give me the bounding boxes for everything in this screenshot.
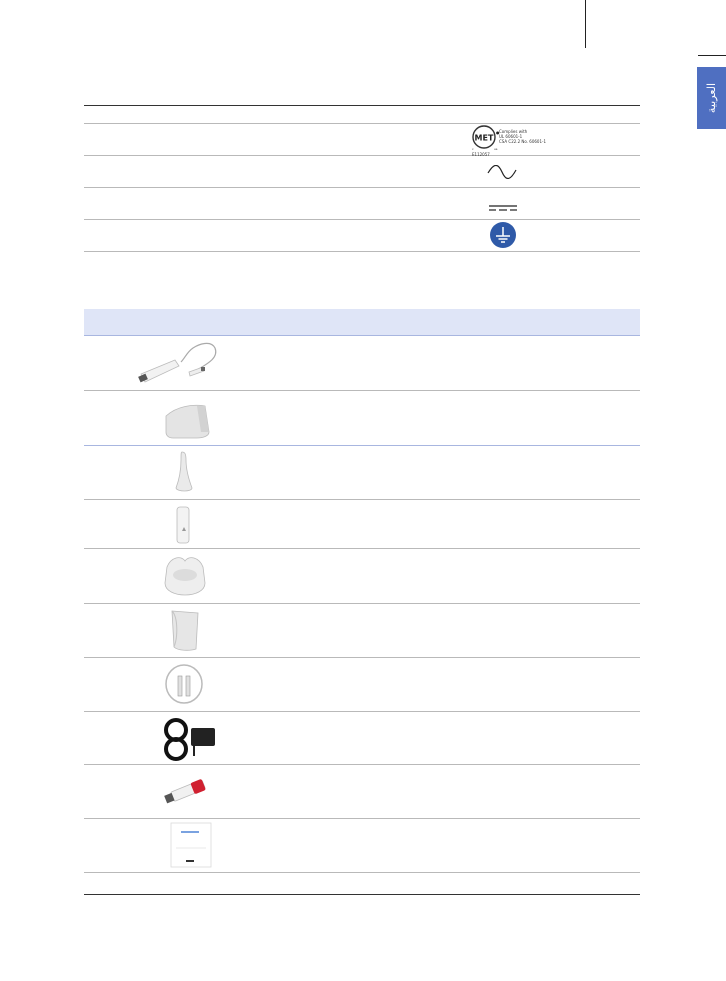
met-compliance-line: UL 60601-1: [499, 134, 523, 139]
table-row-divider: [84, 251, 640, 252]
table-row-divider: [84, 657, 640, 658]
met-certification-icon: [470, 124, 500, 154]
table-bottom-rule: [84, 894, 640, 895]
table-row-divider: [84, 155, 640, 156]
language-tab[interactable]: [697, 67, 726, 129]
table-row-divider: [84, 123, 640, 124]
table-row-divider: [84, 548, 640, 549]
table-row-divider: [84, 219, 640, 220]
holder-cradle-image: [161, 553, 209, 597]
met-compliance-text: [499, 129, 546, 144]
protective-earth-icon: [489, 221, 517, 249]
crop-mark: [698, 55, 726, 56]
alternating-current-icon: [486, 164, 518, 178]
table-row-divider: [84, 445, 640, 446]
met-code: E112057: [472, 152, 490, 157]
direct-current-icon: [488, 198, 518, 208]
table-row-divider: [84, 764, 640, 765]
usb-cable-image: [160, 662, 208, 706]
table-row-divider: [84, 872, 640, 873]
tip-image: [173, 450, 195, 494]
charging-base-image: [163, 402, 211, 440]
handpiece-sleeve-image: [164, 607, 204, 653]
met-compliance-line: CSA C22.2 No. 60601-1: [499, 139, 547, 144]
table-row-divider: [84, 187, 640, 188]
crop-mark: [585, 0, 586, 48]
table-row-divider: [84, 818, 640, 819]
svg-text:●: ●: [496, 130, 500, 135]
met-compliance-line: Complies with: [499, 129, 528, 134]
table-row-divider: [84, 335, 640, 336]
table-row-divider: [84, 711, 640, 712]
language-tab-label: العربية: [705, 82, 718, 114]
cartridge-image: [174, 503, 192, 545]
usb-flash-drive-image: [163, 776, 211, 806]
met-mark-text: MET: [474, 133, 494, 143]
printed-manual-image: [170, 822, 212, 868]
svg-text:us: us: [494, 147, 498, 151]
components-table-header: [84, 309, 640, 335]
handpiece-with-cable-image: [137, 340, 219, 386]
svg-text:c: c: [472, 147, 474, 151]
table-top-rule: [84, 105, 640, 106]
table-row-divider: [84, 603, 640, 604]
table-row-divider: [84, 499, 640, 500]
table-row-divider: [84, 390, 640, 391]
power-cord-and-adapter-image: [160, 716, 220, 762]
